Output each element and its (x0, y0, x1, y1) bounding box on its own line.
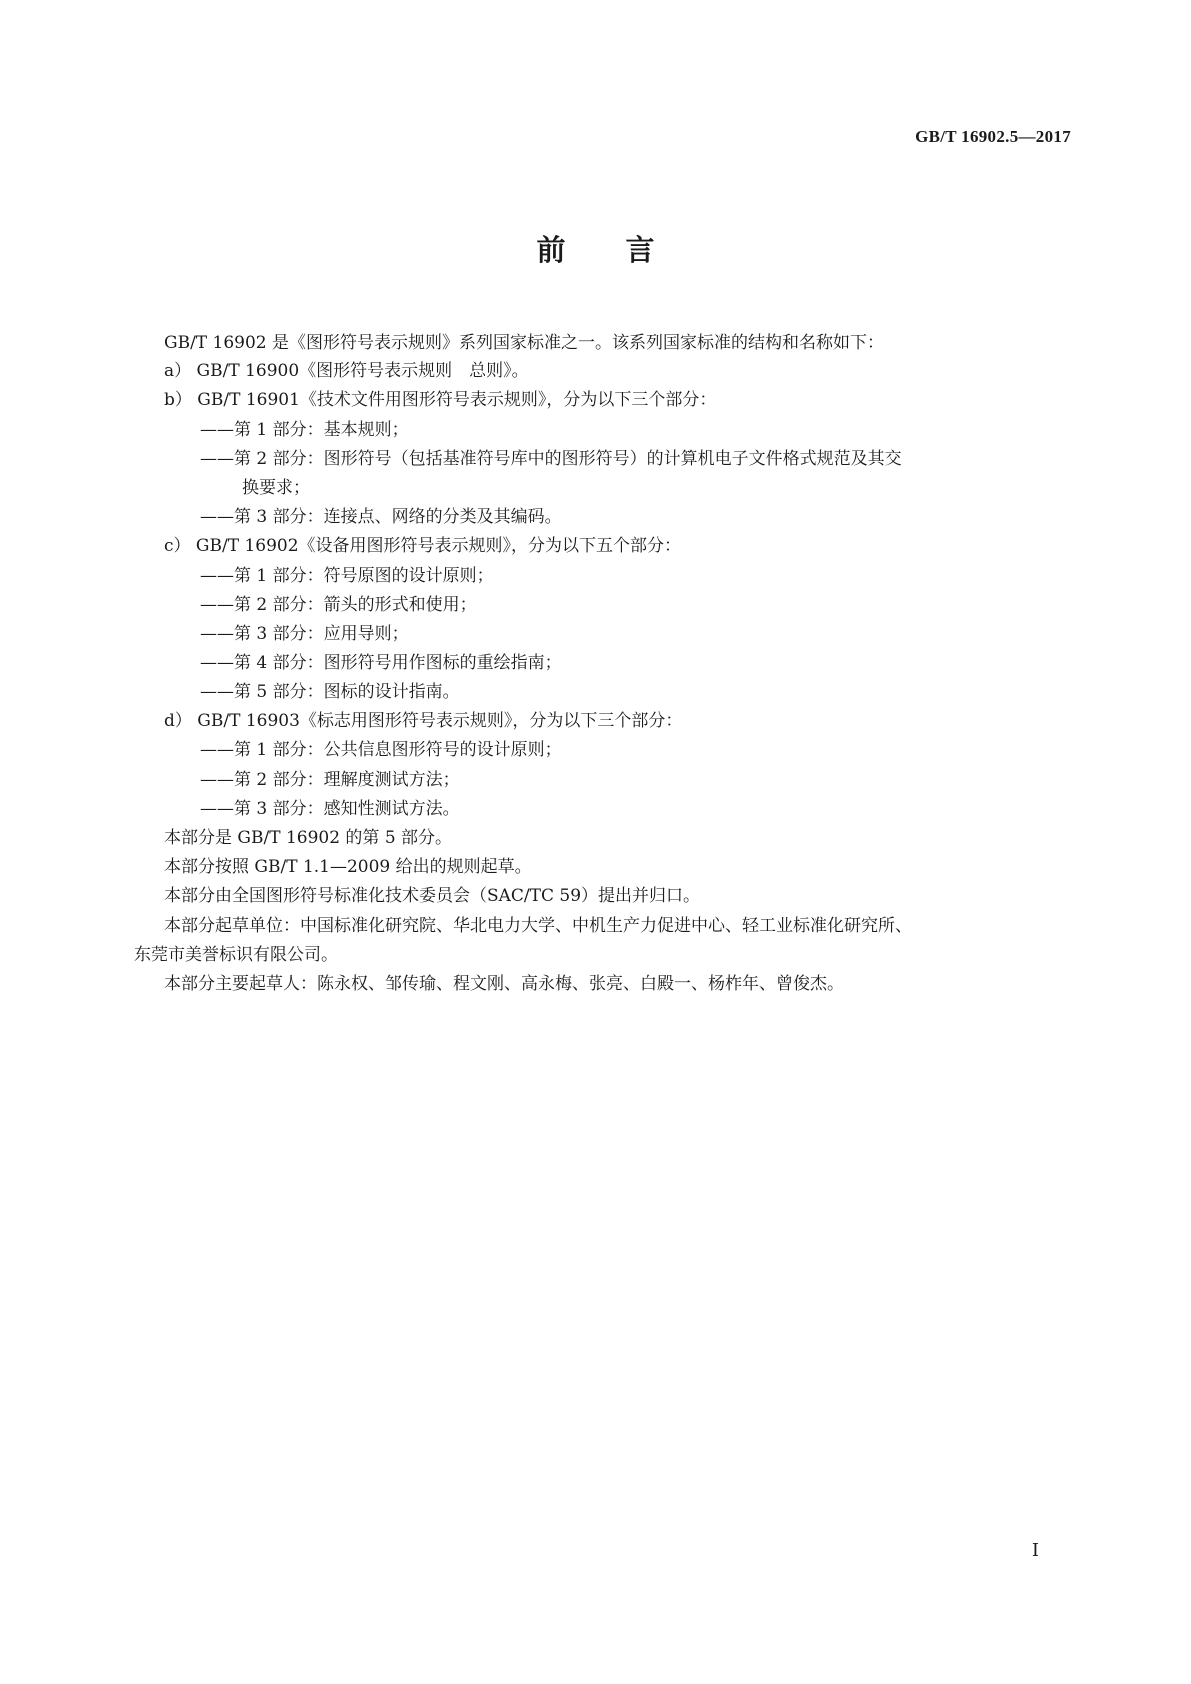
sub-item-c3: ——第 3 部分：应用导则； (200, 624, 409, 644)
sub-item-c1: ——第 1 部分：符号原图的设计原则； (200, 566, 494, 586)
title-char-1: 前 (536, 233, 566, 267)
sub-item-b2-continued: 换要求； (242, 478, 310, 498)
page-title (0, 228, 1191, 269)
title-char-2: 言 (625, 233, 655, 267)
paragraph-drafters: 本部分主要起草人：陈永权、邹传瑜、程文刚、高永梅、张亮、白殿一、杨柞年、曾俊杰。 (164, 974, 844, 994)
sub-item-d2: ——第 2 部分：理解度测试方法； (200, 770, 460, 790)
sub-item-c2: ——第 2 部分：箭头的形式和使用； (200, 595, 477, 615)
sub-item-d1: ——第 1 部分：公共信息图形符号的设计原则； (200, 740, 562, 760)
sub-item-c4: ——第 4 部分：图形符号用作图标的重绘指南； (200, 653, 562, 673)
list-item-c: c） GB/T 16902《设备用图形符号表示规则》，分为以下五个部分： (164, 536, 682, 556)
paragraph-proposed-by: 本部分由全国图形符号标准化技术委员会（SAC/TC 59）提出并归口。 (164, 886, 701, 906)
paragraph-drafting-units: 本部分起草单位：中国标准化研究院、华北电力大学、中机生产力促进中心、轻工业标准化研究所、 (164, 916, 912, 936)
list-item-a: a） GB/T 16900《图形符号表示规则 总则》。 (164, 361, 529, 381)
paragraph-part-number: 本部分是 GB/T 16902 的第 5 部分。 (164, 828, 453, 848)
sub-item-c5: ——第 5 部分：图标的设计指南。 (200, 682, 460, 702)
paragraph-drafting-rules: 本部分按照 GB/T 1.1—2009 给出的规则起草。 (164, 857, 532, 877)
intro-paragraph: GB/T 16902 是《图形符号表示规则》系列国家标准之一。该系列国家标准的结构和名称如下： (164, 333, 885, 353)
list-item-d: d） GB/T 16903《标志用图形符号表示规则》，分为以下三个部分： (164, 711, 683, 731)
sub-item-b3: ——第 3 部分：连接点、网络的分类及其编码。 (200, 507, 562, 527)
paragraph-drafting-units-continued: 东莞市美誉标识有限公司。 (134, 945, 338, 965)
sub-item-b2: ——第 2 部分：图形符号（包括基准符号库中的图形符号）的计算机电子文件格式规范及其交 (200, 449, 902, 469)
page-number: I (1031, 1540, 1039, 1561)
standard-code: GB/T 16902.5—2017 (915, 127, 1071, 146)
sub-item-b1: ——第 1 部分：基本规则； (200, 420, 409, 440)
sub-item-d3: ——第 3 部分：感知性测试方法。 (200, 799, 460, 819)
list-item-b: b） GB/T 16901《技术文件用图形符号表示规则》，分为以下三个部分： (164, 390, 717, 410)
